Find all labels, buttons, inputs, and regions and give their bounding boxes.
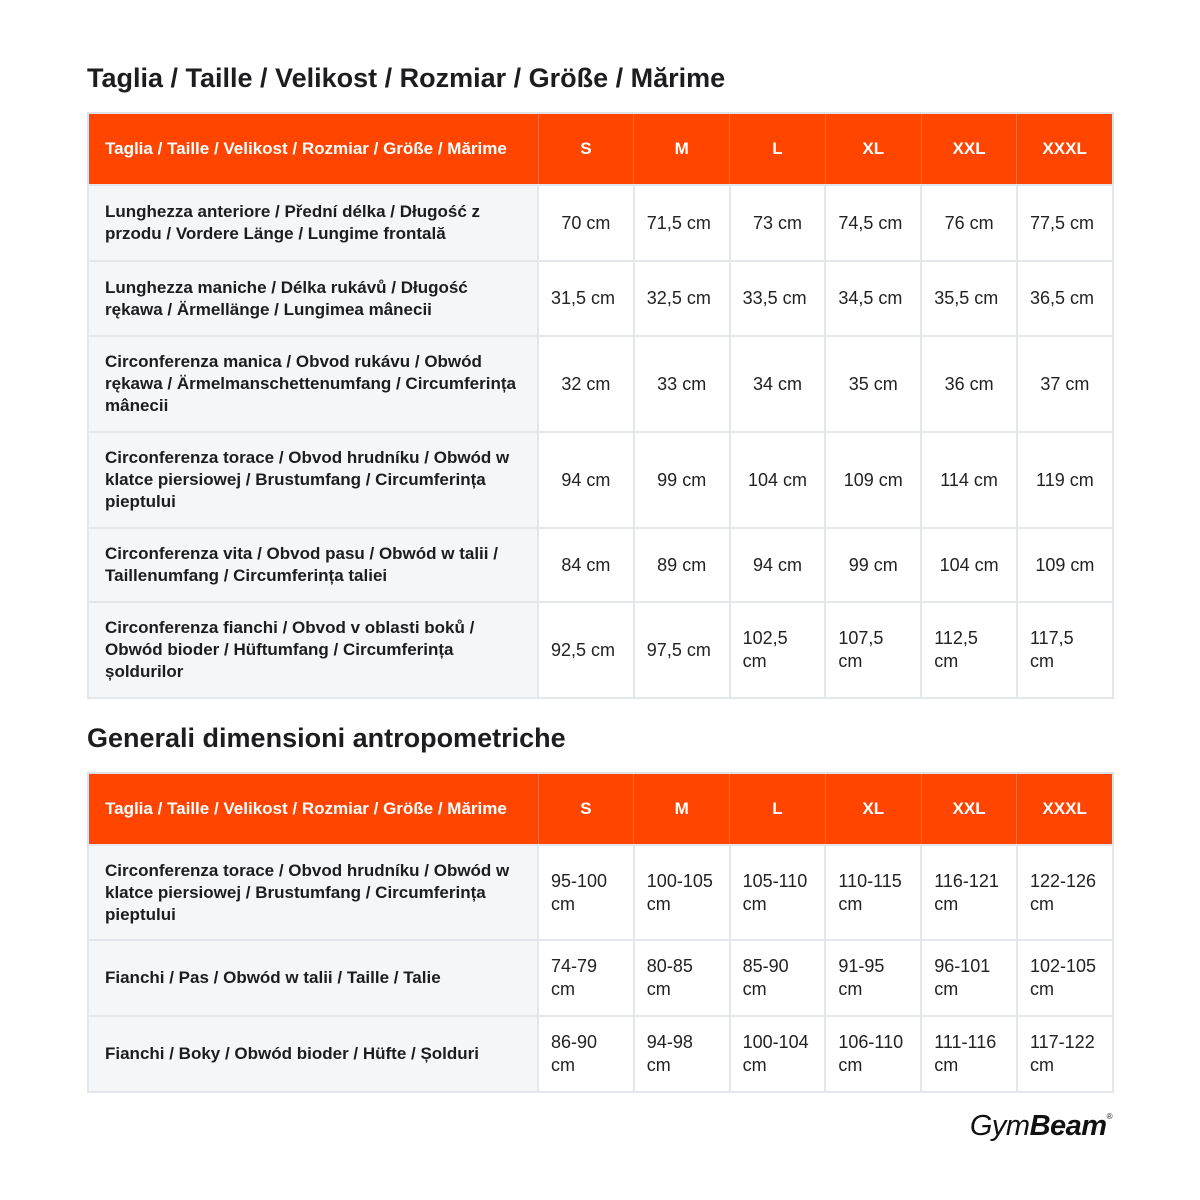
registered-mark: ® [1106,1112,1112,1121]
row-label: Circonferenza fianchi / Obvod v oblasti boků / Obwód bioder / Hüftumfang / Circumferința șoldurilor [88,602,538,698]
table-cell: 34,5 cm [825,261,921,336]
header-size-xxxl: XXXL [1017,773,1113,845]
anthropometric-table-title: Generali dimensioni antropometriche [87,723,566,753]
table-cell: 100-104 cm [730,1016,826,1092]
header-size-xxxl: XXXL [1017,113,1113,185]
table-cell: 32 cm [538,336,634,432]
table-cell: 33,5 cm [730,261,826,336]
table-cell: 114 cm [921,432,1017,528]
table-cell: 36,5 cm [1017,261,1113,336]
table-cell: 73 cm [730,185,826,261]
table-row [88,528,1113,602]
gymbeam-logo [970,1110,1112,1146]
table-cell: 116-121 cm [921,845,1017,940]
table-cell: 109 cm [825,432,921,528]
table-cell: 99 cm [634,432,730,528]
table-cell: 35,5 cm [921,261,1017,336]
table-cell: 80-85 cm [634,940,730,1016]
table-cell: 37 cm [1017,336,1113,432]
logo-text-beam: Beam [1029,1110,1107,1142]
table-cell: 109 cm [1017,528,1113,602]
row-label: Circonferenza torace / Obvod hrudníku / Obwód w klatce piersiowej / Brustumfang / Circumferința pieptului [88,432,538,528]
table-cell: 74-79 cm [538,940,634,1016]
table-cell: 107,5 cm [825,602,921,698]
table-row [88,261,1113,336]
table-header-row [88,113,1113,185]
table-cell: 70 cm [538,185,634,261]
header-size-s: S [538,773,634,845]
table-cell: 34 cm [730,336,826,432]
table-cell: 112,5 cm [921,602,1017,698]
table-cell: 117,5 cm [1017,602,1113,698]
table-cell: 94 cm [538,432,634,528]
table-cell: 100-105 cm [634,845,730,940]
logo-text-gym: Gym [969,1110,1030,1142]
table-cell: 89 cm [634,528,730,602]
table-cell: 106-110 cm [825,1016,921,1092]
table-row [88,602,1113,698]
table-cell: 102-105 cm [1017,940,1113,1016]
row-label: Fianchi / Boky / Obwód bioder / Hüfte / Șolduri [88,1016,538,1092]
garment-size-table [87,112,1114,699]
table-row [88,336,1113,432]
row-label: Lunghezza anteriore / Přední délka / Długość z przodu / Vordere Länge / Lungime frontală [88,185,538,261]
row-label: Circonferenza manica / Obvod rukávu / Obwód rękawa / Ärmelmanschettenumfang / Circumferința mânecii [88,336,538,432]
table-row [88,432,1113,528]
table-cell: 86-90 cm [538,1016,634,1092]
table-cell: 85-90 cm [730,940,826,1016]
table-cell: 31,5 cm [538,261,634,336]
header-size-xl: XL [825,773,921,845]
table-cell: 95-100 cm [538,845,634,940]
row-label: Circonferenza vita / Obvod pasu / Obwód w talii / Taillenumfang / Circumferința taliei [88,528,538,602]
table-cell: 71,5 cm [634,185,730,261]
table-cell: 94-98 cm [634,1016,730,1092]
row-label: Lunghezza maniche / Délka rukávů / Długość rękawa / Ärmellänge / Lungimea mânecii [88,261,538,336]
table-cell: 117-122 cm [1017,1016,1113,1092]
table-cell: 35 cm [825,336,921,432]
header-size-label: Taglia / Taille / Velikost / Rozmiar / Größe / Mărime [88,773,538,845]
row-label: Circonferenza torace / Obvod hrudníku / Obwód w klatce piersiowej / Brustumfang / Circumferința pieptului [88,845,538,940]
header-size-xxl: XXL [921,773,1017,845]
table-cell: 33 cm [634,336,730,432]
table-cell: 99 cm [825,528,921,602]
size-table-title: Taglia / Taille / Velikost / Rozmiar / Größe / Mărime [87,63,726,93]
table-cell: 122-126 cm [1017,845,1113,940]
table-cell: 110-115 cm [825,845,921,940]
row-label: Fianchi / Pas / Obwód w talii / Taille / Talie [88,940,538,1016]
table-cell: 32,5 cm [634,261,730,336]
header-size-l: L [730,113,826,185]
table-cell: 77,5 cm [1017,185,1113,261]
header-size-m: M [634,773,730,845]
header-size-label: Taglia / Taille / Velikost / Rozmiar / Größe / Mărime [88,113,538,185]
header-size-s: S [538,113,634,185]
table-cell: 84 cm [538,528,634,602]
table-cell: 111-116 cm [921,1016,1017,1092]
table-cell: 91-95 cm [825,940,921,1016]
table-row [88,185,1113,261]
header-size-m: M [634,113,730,185]
table-row [88,940,1113,1016]
table-cell: 94 cm [730,528,826,602]
table-cell: 96-101 cm [921,940,1017,1016]
table-cell: 104 cm [921,528,1017,602]
anthropometric-size-table [87,772,1114,1093]
table-cell: 104 cm [730,432,826,528]
table-header-row [88,773,1113,845]
table-cell: 119 cm [1017,432,1113,528]
table-cell: 74,5 cm [825,185,921,261]
table-cell: 92,5 cm [538,602,634,698]
header-size-xxl: XXL [921,113,1017,185]
table-cell: 105-110 cm [730,845,826,940]
table-row [88,1016,1113,1092]
table-cell: 102,5 cm [730,602,826,698]
table-cell: 36 cm [921,336,1017,432]
header-size-xl: XL [825,113,921,185]
table-cell: 97,5 cm [634,602,730,698]
table-cell: 76 cm [921,185,1017,261]
header-size-l: L [730,773,826,845]
table-row [88,845,1113,940]
